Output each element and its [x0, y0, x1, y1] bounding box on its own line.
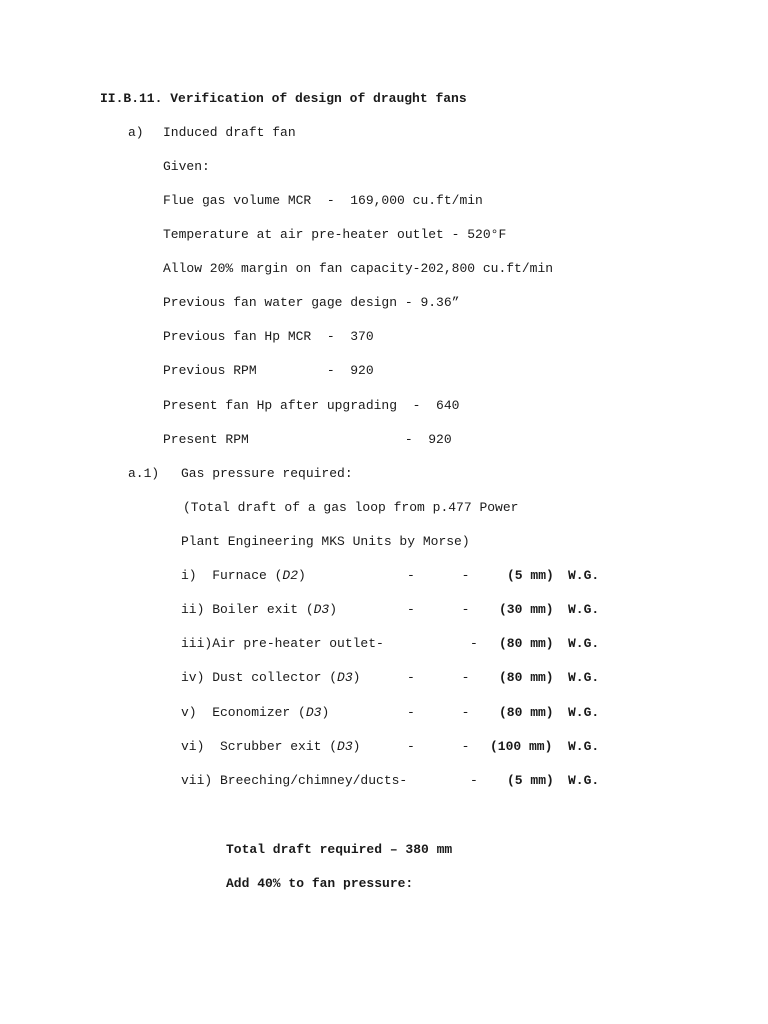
draft-item-label: v) Economizer (D3)	[181, 705, 330, 720]
draft-item-dashes: - -	[407, 602, 470, 617]
section-a-label: a)	[128, 125, 144, 140]
draft-item-dashes: -	[470, 773, 478, 788]
draft-item-value: (30 mm)	[499, 602, 554, 617]
draft-item-value: (80 mm)	[499, 705, 554, 720]
draft-item-dashes: - -	[407, 568, 470, 583]
draft-item-unit: W.G.	[568, 739, 600, 754]
given-line: Present fan Hp after upgrading - 640	[163, 398, 460, 413]
draft-item-value: (80 mm)	[499, 636, 554, 651]
given-label: Given:	[163, 159, 210, 174]
given-line: Previous fan water gage design - 9.36”	[163, 295, 460, 310]
draft-item-dashes: - -	[407, 670, 470, 685]
section-heading: II.B.11. Verification of design of draught fans	[100, 91, 467, 106]
add-margin-line: Add 40% to fan pressure:	[226, 876, 414, 891]
section-a-title: Induced draft fan	[163, 125, 296, 140]
section-a1-title: Gas pressure required:	[181, 466, 353, 481]
draft-item-label: vi) Scrubber exit (D3)	[181, 739, 361, 754]
draft-item-unit: W.G.	[568, 773, 600, 788]
given-line: Temperature at air pre-heater outlet - 520°F	[163, 227, 507, 242]
draft-item-unit: W.G.	[568, 602, 600, 617]
section-a1-label: a.1)	[128, 466, 160, 481]
draft-item-value: (5 mm)	[507, 568, 554, 583]
draft-item-value: (100 mm)	[490, 739, 553, 754]
given-line: Present RPM - 920	[163, 432, 452, 447]
draft-item-dashes: - -	[407, 705, 470, 720]
draft-item-unit: W.G.	[568, 705, 600, 720]
draft-item-label: vii) Breeching/chimney/ducts-	[181, 773, 408, 788]
draft-item-label: iii)Air pre-heater outlet-	[181, 636, 384, 651]
given-line: Previous RPM - 920	[163, 363, 374, 378]
draft-item-unit: W.G.	[568, 670, 600, 685]
total-draft: Total draft required – 380 mm	[226, 842, 453, 857]
reference-line: Plant Engineering MKS Units by Morse)	[181, 534, 470, 549]
draft-item-label: ii) Boiler exit (D3)	[181, 602, 338, 617]
draft-item-value: (5 mm)	[507, 773, 554, 788]
reference-line: (Total draft of a gas loop from p.477 Power	[183, 500, 519, 515]
draft-item-value: (80 mm)	[499, 670, 554, 685]
draft-item-label: i) Furnace (D2)	[181, 568, 306, 583]
draft-item-dashes: - -	[407, 739, 470, 754]
draft-item-label: iv) Dust collector (D3)	[181, 670, 361, 685]
given-line: Flue gas volume MCR - 169,000 cu.ft/min	[163, 193, 483, 208]
given-line: Previous fan Hp MCR - 370	[163, 329, 374, 344]
draft-item-unit: W.G.	[568, 636, 600, 651]
draft-item-unit: W.G.	[568, 568, 600, 583]
given-line: Allow 20% margin on fan capacity-202,800 cu.ft/min	[163, 261, 554, 276]
draft-item-dashes: -	[470, 636, 478, 651]
